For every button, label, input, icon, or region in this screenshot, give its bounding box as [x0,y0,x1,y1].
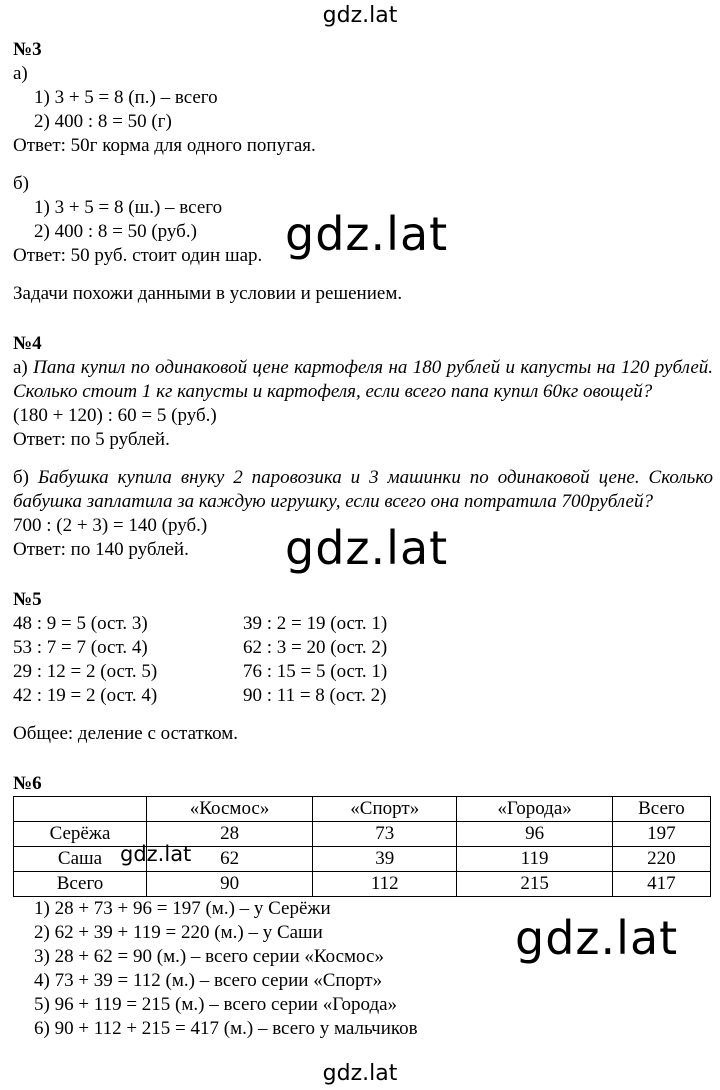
task5-left-1: 48 : 9 = 5 (ост. 3) [13,613,148,634]
task5-left-column [13,612,243,708]
task3-a-line-2: 2) 400 : 8 = 50 (г) [34,111,172,132]
task4-b-label: б) [13,467,29,488]
table-header-cosmos: «Космос» [147,797,313,822]
watermark-mid-1: gdz.lat [285,207,449,261]
task6-title: №6 [13,773,42,794]
task4-b-solution: 700 : (2 + 3) = 140 (руб.) [13,515,208,536]
table-header-sport: «Спорт» [313,797,457,822]
table-corner-cell [14,797,147,822]
task5-columns [13,612,713,708]
table-cell: 39 [313,847,457,872]
task3-title: №3 [13,39,42,60]
task4-a-label: а) [13,357,28,378]
task3-b-line-2: 2) 400 : 8 = 50 (руб.) [34,221,197,242]
task5-right-1: 39 : 2 = 19 (ост. 1) [243,613,388,634]
task3-b-label: б) [13,173,29,194]
table-row [14,822,711,847]
task6-line-4: 4) 73 + 39 = 112 (м.) – всего серии «Спорт» [34,970,383,991]
table-cell: 62 [147,847,313,872]
task3-a-label: а) [13,63,28,84]
table-header-total: Всего [612,797,710,822]
task6-line-5: 5) 96 + 119 = 215 (м.) – всего серии «Города» [34,994,398,1015]
task3-conclusion: Задачи похожи данными в условии и решением. [13,283,403,304]
task5-right-column [243,612,543,708]
task5-left-3: 29 : 12 = 2 (ост. 5) [13,661,158,682]
task5-right-3: 76 : 15 = 5 (ост. 1) [243,661,388,682]
watermark-table: gdz.lat [120,842,192,866]
table-header-cities: «Города» [457,797,612,822]
task6-line-6: 6) 90 + 112 + 215 = 417 (м.) – всего у мальчиков [34,1018,418,1039]
watermark-mid-2: gdz.lat [285,521,449,575]
table-cell: Серёжа [14,822,147,847]
task4-a-answer: Ответ: по 5 рублей. [13,429,170,450]
task6-table [13,796,711,897]
table-cell: 215 [457,872,612,897]
table-cell: 417 [612,872,710,897]
task5-right-2: 62 : 3 = 20 (ост. 2) [243,637,388,658]
task3-a-line-1: 1) 3 + 5 = 8 (п.) – всего [34,87,218,108]
task4-a-problem-block [13,356,713,404]
task4-title: №4 [13,333,42,354]
table-cell: 119 [457,847,612,872]
task5-left-4: 42 : 19 = 2 (ост. 4) [13,685,158,706]
task4-b-problem: Бабушка купила внуку 2 паровозика и 3 машинки по одинаковой цене. Сколько бабушка заплатила за каждую игрушку, если всего она потратила 700рублей? [13,467,713,512]
task4-b-answer: Ответ: по 140 рублей. [13,539,189,560]
watermark-bottom: gdz.lat [322,1061,398,1086]
watermark-right: gdz.lat [515,911,679,965]
table-cell: 96 [457,822,612,847]
task4-a-solution: (180 + 120) : 60 = 5 (руб.) [13,405,217,426]
table-row [14,872,711,897]
task5-conclusion: Общее: деление с остатком. [13,723,238,744]
task3-b-line-1: 1) 3 + 5 = 8 (ш.) – всего [34,197,223,218]
task4-b-problem-block [13,466,713,514]
table-cell: Саша [14,847,147,872]
task6-line-2: 2) 62 + 39 + 119 = 220 (м.) – у Саши [34,922,323,943]
task6-line-3: 3) 28 + 62 = 90 (м.) – всего серии «Космос» [34,946,384,967]
table-cell: 112 [313,872,457,897]
table-cell: 220 [612,847,710,872]
task4-a-problem: Папа купил по одинаковой цене картофеля на 180 рублей и капусты на 120 рублей. Сколько стоит 1 кг капусты и картофеля, если всего папа купил 60кг овощей? [13,357,714,402]
table-cell: Всего [14,872,147,897]
table-header-row [14,797,711,822]
table-cell: 197 [612,822,710,847]
task3-a-answer: Ответ: 50г корма для одного попугая. [13,135,316,156]
task5-right-4: 90 : 11 = 8 (ост. 2) [243,685,387,706]
task3-b-answer: Ответ: 50 руб. стоит один шар. [13,245,263,266]
task5-title: №5 [13,589,42,610]
task5-left-2: 53 : 7 = 7 (ост. 4) [13,637,148,658]
watermark-top: gdz.lat [322,3,398,28]
table-cell: 28 [147,822,313,847]
table-cell: 73 [313,822,457,847]
task6-line-1: 1) 28 + 73 + 96 = 197 (м.) – у Серёжи [34,898,331,919]
table-cell: 90 [147,872,313,897]
table-row [14,847,711,872]
